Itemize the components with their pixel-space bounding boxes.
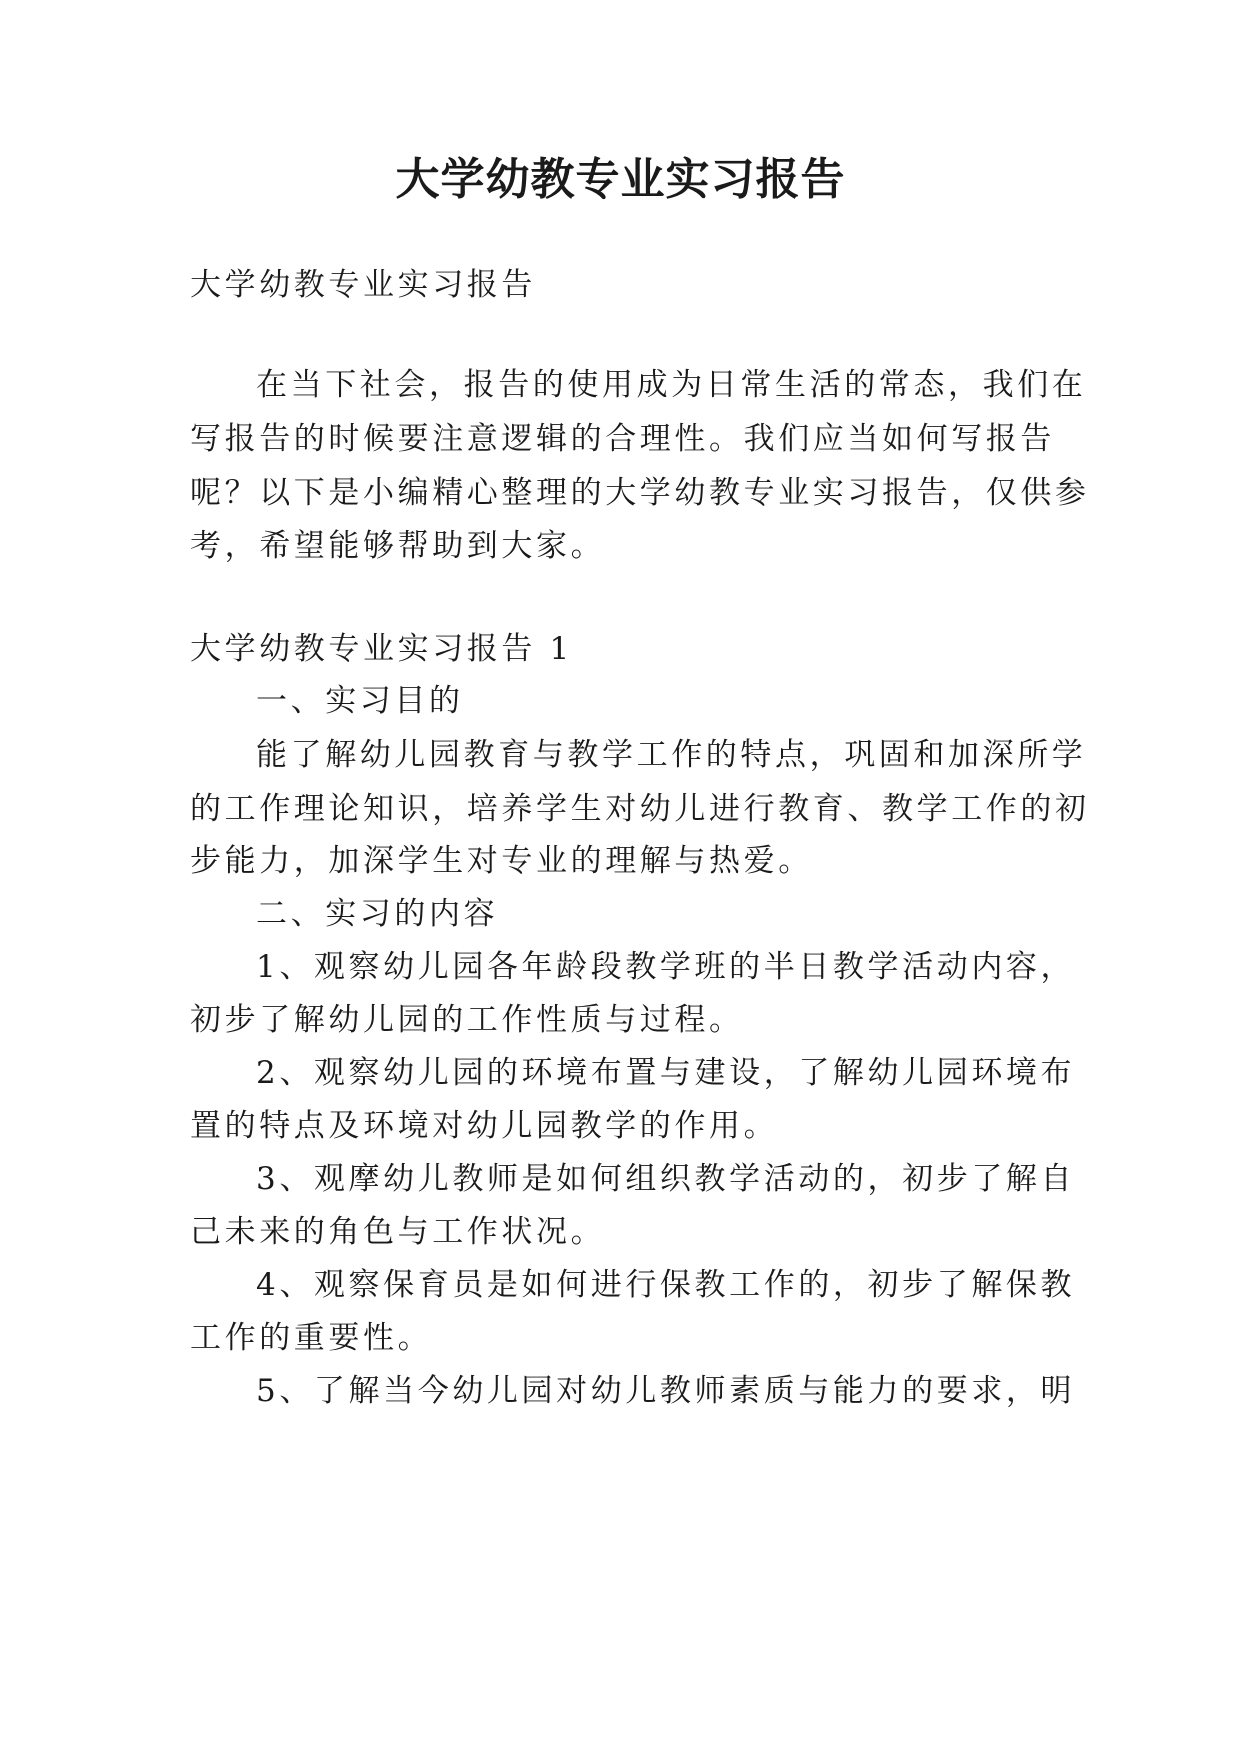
purpose-line-1: 能了解幼儿园教育与教学工作的特点，巩固和加深所学 xyxy=(256,737,1087,773)
intro-line-1: 在当下社会，报告的使用成为日常生活的常态，我们在 xyxy=(256,367,1087,403)
intro-line-2: 写报告的时候要注意逻辑的合理性。我们应当如何写报告 xyxy=(190,421,1055,457)
document-subtitle: 大学幼教专业实习报告 xyxy=(190,267,536,303)
heading-purpose: 一、实习目的 xyxy=(256,683,464,719)
content-line-5: 3、观摩幼儿教师是如何组织教学活动的，初步了解自 xyxy=(256,1161,1076,1197)
content-line-3: 2、观察幼儿园的环境布置与建设，了解幼儿园环境布 xyxy=(256,1055,1076,1091)
purpose-line-3: 步能力，加深学生对专业的理解与热爱。 xyxy=(190,843,813,879)
heading-content: 二、实习的内容 xyxy=(256,896,499,932)
purpose-line-2: 的工作理论知识，培养学生对幼儿进行教育、教学工作的初 xyxy=(190,791,1090,827)
document-title: 大学幼教专业实习报告 xyxy=(395,154,846,205)
section-title: 大学幼教专业实习报告 1 xyxy=(190,631,573,667)
content-line-6: 己未来的角色与工作状况。 xyxy=(190,1214,606,1250)
intro-line-4: 考，希望能够帮助到大家。 xyxy=(190,528,606,564)
content-line-1: 1、观察幼儿园各年龄段教学班的半日教学活动内容， xyxy=(256,949,1076,985)
content-line-4: 置的特点及环境对幼儿园教学的作用。 xyxy=(190,1108,779,1144)
content-line-2: 初步了解幼儿园的工作性质与过程。 xyxy=(190,1002,744,1038)
content-line-9: 5、了解当今幼儿园对幼儿教师素质与能力的要求，明 xyxy=(256,1373,1076,1409)
intro-line-3: 呢？以下是小编精心整理的大学幼教专业实习报告，仅供参 xyxy=(190,475,1090,511)
content-line-8: 工作的重要性。 xyxy=(190,1320,433,1356)
content-line-7: 4、观察保育员是如何进行保教工作的，初步了解保教 xyxy=(256,1267,1076,1303)
